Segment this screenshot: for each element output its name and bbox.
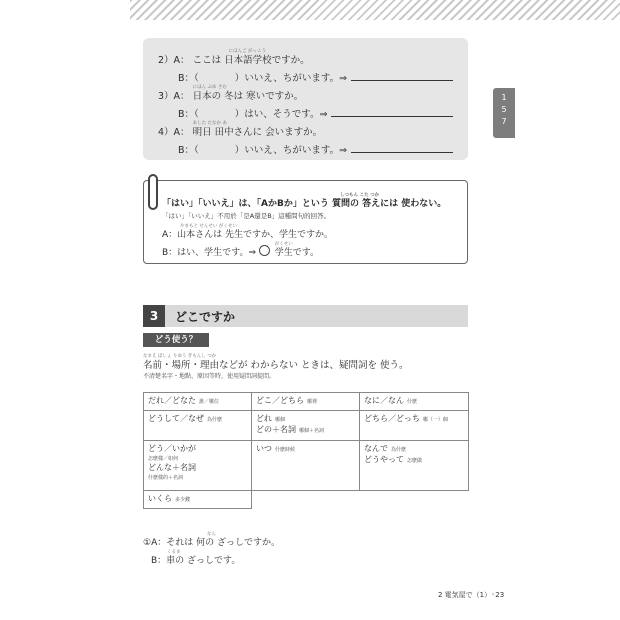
practice-b-body: B：車の ざっしです。 xyxy=(151,556,241,566)
practice-b-text xyxy=(151,550,241,566)
tab-digit: 7 xyxy=(501,117,507,126)
cell-entry xyxy=(148,494,247,505)
ruby-text: あした たなか あ xyxy=(192,121,227,126)
line-label: B：（ xyxy=(178,73,199,84)
table-cell xyxy=(144,491,252,509)
table-cell xyxy=(144,393,252,411)
line-text-body: 日本の 冬は 寒いですか。 xyxy=(192,91,304,102)
cell-meaning: 哪裡 xyxy=(307,399,318,405)
cell-word: どれ xyxy=(256,414,272,423)
exercise-line-4a xyxy=(158,121,323,138)
table-row xyxy=(144,411,469,441)
table-cell xyxy=(360,441,469,491)
example-a-body: A：山本さんは 先生ですか、学生ですか。 xyxy=(162,230,334,240)
note-heading-text xyxy=(162,193,447,209)
line-label: B：（ xyxy=(178,109,199,120)
cell-entry xyxy=(364,396,464,407)
tab-digit: 1 xyxy=(501,93,507,102)
answer-blank[interactable] xyxy=(351,79,453,81)
usage-subtext: 不清楚名字・地點、原因等時，使用疑問詞提問。 xyxy=(143,373,276,380)
cell-word: いつ xyxy=(256,444,272,453)
line-text: ）いいえ、ちがいます。⇒ xyxy=(234,145,348,156)
cell-entry xyxy=(148,444,247,454)
cell-meaning: 哪個 xyxy=(275,417,286,423)
cell-meaning: 多少錢 xyxy=(175,497,191,503)
practice-a-text xyxy=(143,532,280,548)
note-example-b xyxy=(162,242,320,258)
line-text: ）はい、そうです。⇒ xyxy=(234,109,328,120)
cell-meaning: 為什麼 xyxy=(207,417,223,423)
question-word-table xyxy=(143,392,469,509)
cell-entry xyxy=(256,396,355,407)
exercise-line-2b xyxy=(178,70,453,84)
line-text xyxy=(192,85,304,102)
correct-circle-icon xyxy=(259,245,270,256)
ruby-text: なまえ ばしょ りゆう ぎもんし つか xyxy=(143,354,217,359)
table-cell xyxy=(360,393,469,411)
ruby-text: なん xyxy=(207,532,216,537)
table-cell-empty xyxy=(360,491,469,509)
practice-line-b xyxy=(151,550,241,566)
line-text xyxy=(192,121,323,138)
cell-meaning: 怎麼做 xyxy=(407,458,423,464)
page-footer: 2 電気屋で（1）◦23 xyxy=(438,591,505,599)
ruby-text: やまもと せんせい がくせい xyxy=(180,224,237,229)
cell-entry xyxy=(364,444,464,455)
exercise-line-2a xyxy=(158,49,310,66)
line-text-body: ここは 日本語学校ですか。 xyxy=(192,55,310,66)
cell-entry xyxy=(148,463,247,473)
table-row xyxy=(144,441,469,491)
cell-entry xyxy=(148,396,247,407)
cell-word: どんな＋名詞 xyxy=(148,463,196,472)
cell-word: どちら／どっち xyxy=(364,414,420,423)
example-a-text xyxy=(162,224,334,240)
note-heading xyxy=(162,193,447,209)
example-b-right-body: 学生です。 xyxy=(274,248,320,258)
exercise-line-3a xyxy=(158,85,304,102)
cell-word: いくら xyxy=(148,494,172,503)
line-text: ）いいえ、ちがいます。⇒ xyxy=(234,73,348,84)
line-label: 3）A： xyxy=(158,91,190,102)
section-number: 3 xyxy=(143,305,165,327)
cell-entry xyxy=(148,473,247,482)
cell-meaning: 怎麼樣／如何 xyxy=(148,456,179,462)
cell-word: どうして／なぜ xyxy=(148,414,204,423)
answer-blank[interactable] xyxy=(331,115,453,117)
example-b-wrong: B：はい、学生です。⇒ xyxy=(162,248,256,258)
exercise-line-4b xyxy=(178,142,453,156)
header-hatch-band xyxy=(130,0,620,20)
exercise-line-3b xyxy=(178,106,453,120)
cell-meaning: 哪（一）個 xyxy=(422,417,448,423)
cell-word: どう／いかが xyxy=(148,444,196,453)
usage-text-body: 名前・場所・理由などが わからない ときは、疑問詞を 使う。 xyxy=(143,360,409,371)
chapter-side-tab xyxy=(493,88,515,138)
usage-text xyxy=(143,354,409,371)
cell-word: なんで xyxy=(364,444,388,453)
paperclip-icon xyxy=(148,174,158,210)
answer-blank[interactable] xyxy=(351,151,453,153)
cell-meaning: 什麼時候 xyxy=(275,447,296,453)
cell-meaning: 什麼樣的＋名詞 xyxy=(148,475,184,481)
table-cell xyxy=(144,411,252,441)
cell-word: どの＋名詞 xyxy=(256,425,296,434)
cell-word: なに／なん xyxy=(364,396,404,405)
usage-text-wrap xyxy=(143,354,409,371)
cell-entry xyxy=(256,425,355,436)
cell-word: だれ／どなた xyxy=(148,396,196,405)
table-cell xyxy=(252,411,360,441)
section-header xyxy=(143,305,468,327)
cell-meaning: 誰／哪位 xyxy=(199,399,220,405)
cell-entry xyxy=(148,454,247,463)
usage-pill-label: どう使う？ xyxy=(143,333,209,347)
line-label: 2）A： xyxy=(158,55,190,66)
cell-word: どこ／どちら xyxy=(256,396,304,405)
practice-a-body: ①A：それは 何の ざっしですか。 xyxy=(143,538,280,548)
cell-meaning: 為什麼 xyxy=(391,447,407,453)
cell-entry xyxy=(364,414,464,425)
cell-meaning: 哪個＋名詞 xyxy=(299,428,325,434)
note-heading-body: 「はい」「いいえ」は、「AかBか」という 質問の 答えには 使わない。 xyxy=(162,199,447,209)
cell-entry xyxy=(364,455,464,466)
line-label: 4）A： xyxy=(158,127,190,138)
note-subtext: 「はい」「いいえ」不用於「是A還是B」這種問句的回答。 xyxy=(162,212,331,220)
line-text-body: 明日 田中さんに 会いますか。 xyxy=(192,127,323,138)
ruby-text: がくせい xyxy=(274,242,293,247)
example-b-right xyxy=(274,242,320,258)
ruby-text: にほん ふゆ さむ xyxy=(192,85,227,90)
note-example-a xyxy=(162,224,334,240)
section-title: どこですか xyxy=(175,310,236,324)
cell-meaning: 什麼 xyxy=(407,399,418,405)
table-cell xyxy=(252,393,360,411)
table-row xyxy=(144,491,469,509)
ruby-text: しつもん こた つか xyxy=(340,193,380,198)
tab-digit: 5 xyxy=(501,105,507,114)
table-cell-empty xyxy=(252,491,360,509)
line-text xyxy=(192,49,310,66)
table-cell xyxy=(144,441,252,491)
practice-line-a xyxy=(143,532,280,548)
cell-entry xyxy=(256,444,355,455)
line-label: B：（ xyxy=(178,145,199,156)
table-row xyxy=(144,393,469,411)
cell-word: どうやって xyxy=(364,455,404,464)
table-cell xyxy=(252,441,360,491)
cell-entry xyxy=(256,414,355,425)
ruby-text: くるま xyxy=(167,550,181,555)
ruby-text: にほんご がっこう xyxy=(228,49,267,54)
table-cell xyxy=(360,411,469,441)
cell-entry xyxy=(148,414,247,425)
